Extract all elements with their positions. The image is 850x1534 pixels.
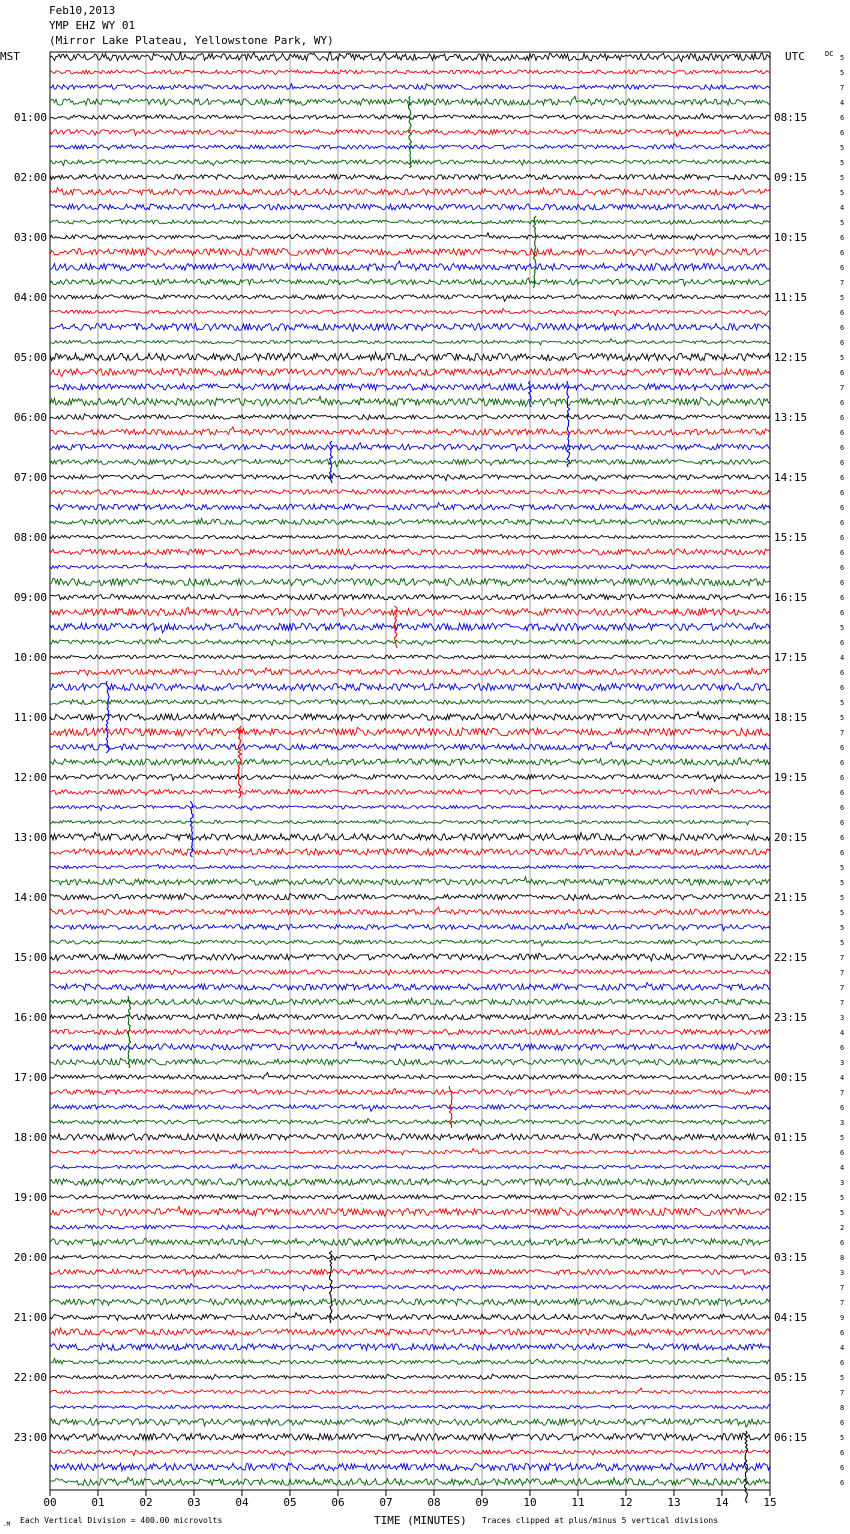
- dc-value: 5: [840, 159, 845, 167]
- trace-row: [50, 70, 770, 75]
- trace-row: [50, 369, 770, 377]
- right-axis-label: UTC: [785, 50, 805, 63]
- right-hour-label: 12:15: [774, 351, 808, 364]
- trace-row: [50, 1388, 770, 1394]
- dc-value: 6: [840, 1479, 845, 1487]
- dc-value: 6: [840, 834, 845, 842]
- footer-right-note: Traces clipped at plus/minus 5 vertical divisions: [482, 1516, 719, 1525]
- dc-value: 5: [840, 219, 845, 227]
- dc-value: 6: [840, 594, 845, 602]
- trace-row: [50, 295, 770, 301]
- trace-row: [50, 503, 770, 510]
- trace-row: [50, 1239, 770, 1246]
- dc-value: 5: [840, 189, 845, 197]
- time-grid: [50, 52, 770, 1496]
- dc-value: 5: [840, 354, 845, 362]
- trace-row: [50, 970, 770, 976]
- dc-value: 7: [840, 984, 845, 992]
- trace-row: [50, 248, 770, 256]
- left-axis-label: MST: [0, 50, 20, 63]
- trace-row: [50, 563, 770, 570]
- trace-row: [50, 1134, 770, 1141]
- trace-row: [50, 1404, 770, 1409]
- trace-row: [50, 188, 770, 196]
- x-tick-label: 11: [571, 1496, 585, 1509]
- trace-row: [50, 1029, 770, 1035]
- trace-row: [50, 534, 770, 539]
- dc-value: 6: [840, 534, 845, 542]
- dc-value: 6: [840, 474, 845, 482]
- dc-value: 6: [840, 1329, 845, 1337]
- trace-row: [50, 998, 770, 1005]
- right-hour-label: 16:15: [774, 591, 808, 604]
- dc-value: 7: [840, 969, 845, 977]
- x-tick-label: 03: [187, 1496, 201, 1509]
- trace-row: [50, 849, 770, 856]
- dc-value: 6: [840, 564, 845, 572]
- dc-value: 6: [840, 324, 845, 332]
- dc-value: 6: [840, 1239, 845, 1247]
- dc-value: 6: [840, 414, 845, 422]
- dc-value: 6: [840, 519, 845, 527]
- trace-row: [50, 1374, 770, 1380]
- dc-value: 7: [840, 279, 845, 287]
- trace-row: [50, 427, 770, 435]
- dc-value: 6: [840, 1149, 845, 1157]
- right-hour-label: 08:15: [774, 111, 808, 124]
- right-hour-label: 10:15: [774, 231, 808, 244]
- dc-value: 7: [840, 729, 845, 737]
- dc-value: 5: [840, 879, 845, 887]
- right-hour-label: 04:15: [774, 1311, 808, 1324]
- x-axis-label: TIME (MINUTES): [374, 1514, 467, 1527]
- trace-row: [50, 1072, 770, 1079]
- trace-row: [50, 607, 770, 616]
- corner-mark: .M: [3, 1521, 11, 1528]
- dc-value: 9: [840, 1314, 845, 1322]
- x-tick-label: 09: [475, 1496, 489, 1509]
- dc-value: 3: [840, 1119, 845, 1127]
- dc-value: 6: [840, 129, 845, 137]
- dc-value: 5: [840, 864, 845, 872]
- left-hour-label: 01:00: [13, 111, 47, 124]
- dc-value: 6: [840, 1104, 845, 1112]
- dc-value: 5: [840, 294, 845, 302]
- trace-row: [50, 655, 770, 659]
- trace-row: [50, 549, 770, 555]
- event-spike: [190, 801, 193, 857]
- dc-value: 6: [840, 1359, 845, 1367]
- left-hour-label: 12:00: [13, 771, 47, 784]
- dc-value: 6: [840, 309, 845, 317]
- trace-row: [50, 1194, 770, 1199]
- left-hour-label: 02:00: [13, 171, 47, 184]
- dc-value: 5: [840, 939, 845, 947]
- dc-value: 5: [840, 144, 845, 152]
- trace-row: [50, 1042, 770, 1051]
- trace-row: [50, 923, 770, 930]
- x-tick-label: 14: [715, 1496, 729, 1509]
- trace-row: [50, 443, 770, 451]
- dc-value: 5: [840, 69, 845, 77]
- left-hour-label: 08:00: [13, 531, 47, 544]
- dc-value: 6: [840, 504, 845, 512]
- dc-value: 4: [840, 1344, 845, 1352]
- left-hour-label: 09:00: [13, 591, 47, 604]
- right-hour-label: 03:15: [774, 1251, 808, 1264]
- dc-value: 4: [840, 204, 845, 212]
- trace-row: [50, 460, 770, 467]
- left-hour-label: 05:00: [13, 351, 47, 364]
- left-hour-label: 03:00: [13, 231, 47, 244]
- event-spike: [533, 216, 536, 288]
- dc-value: 6: [840, 114, 845, 122]
- dc-value: 5: [840, 1374, 845, 1382]
- right-hour-label: 13:15: [774, 411, 808, 424]
- trace-row: [50, 983, 770, 991]
- trace-row: [50, 639, 770, 646]
- dc-value: 5: [840, 624, 845, 632]
- dc-value: 6: [840, 804, 845, 812]
- left-hour-label: 23:00: [13, 1431, 47, 1444]
- trace-row: [50, 278, 770, 286]
- footer-left-note: Each Vertical Division = 400.00 microvolts: [20, 1516, 223, 1525]
- left-hour-label: 14:00: [13, 891, 47, 904]
- trace-row: [50, 174, 770, 179]
- left-hour-label: 21:00: [13, 1311, 47, 1324]
- trace-row: [50, 578, 770, 586]
- dc-value: 6: [840, 549, 845, 557]
- dc-value: 6: [840, 1044, 845, 1052]
- trace-row: [50, 1149, 770, 1155]
- dc-value: 5: [840, 699, 845, 707]
- trace-row: [50, 204, 770, 210]
- trace-row: [50, 233, 770, 240]
- dc-value: 7: [840, 999, 845, 1007]
- dc-value: 6: [840, 489, 845, 497]
- dc-value: 6: [840, 444, 845, 452]
- trace-row: [50, 1254, 770, 1260]
- dc-value: 5: [840, 1434, 845, 1442]
- axis-labels: [0, 50, 844, 1528]
- x-tick-label: 06: [331, 1496, 345, 1509]
- left-hour-label: 17:00: [13, 1071, 47, 1084]
- dc-value: 6: [840, 819, 845, 827]
- dc-value: 5: [840, 1194, 845, 1202]
- trace-row: [50, 728, 770, 737]
- trace-row: [50, 1088, 770, 1095]
- left-hour-label: 13:00: [13, 831, 47, 844]
- trace-row: [50, 384, 770, 390]
- dc-value: 6: [840, 264, 845, 272]
- trace-row: [50, 1299, 770, 1305]
- trace-row: [50, 309, 770, 316]
- dc-value: 8: [840, 1254, 845, 1262]
- right-hour-label: 06:15: [774, 1431, 808, 1444]
- plot-frame: [50, 52, 770, 1490]
- dc-value: 6: [840, 759, 845, 767]
- trace-row: [50, 864, 770, 869]
- trace-row: [50, 1419, 770, 1427]
- right-hour-label: 02:15: [774, 1191, 808, 1204]
- dc-value: 4: [840, 1074, 845, 1082]
- header-station: YMP EHZ WY 01: [49, 19, 136, 32]
- event-spike: [567, 381, 570, 467]
- trace-row: [50, 788, 770, 795]
- dc-value: 3: [840, 1269, 845, 1277]
- dc-value: 6: [840, 249, 845, 257]
- trace-row: [50, 1328, 770, 1335]
- trace-row: [50, 1269, 770, 1276]
- trace-row: [50, 1164, 770, 1169]
- header-date: Feb10,2013: [49, 4, 116, 17]
- dc-column-label: DC: [825, 50, 834, 58]
- trace-row: [50, 414, 770, 420]
- trace-row: [50, 518, 770, 525]
- right-hour-label: 15:15: [774, 531, 808, 544]
- left-hour-label: 22:00: [13, 1371, 47, 1384]
- left-hour-label: 04:00: [13, 291, 47, 304]
- dc-value: 6: [840, 1419, 845, 1427]
- dc-value: 6: [840, 399, 845, 407]
- dc-value: 7: [840, 384, 845, 392]
- dc-value: 5: [840, 1209, 845, 1217]
- trace-row: [50, 893, 770, 900]
- trace-row: [50, 953, 770, 961]
- seismic-events: [106, 96, 747, 1503]
- trace-row: [50, 877, 770, 886]
- trace-row: [50, 96, 770, 105]
- trace-row: [50, 775, 770, 782]
- left-hour-label: 16:00: [13, 1011, 47, 1024]
- dc-value: 7: [840, 1299, 845, 1307]
- dc-value: 6: [840, 234, 845, 242]
- left-hour-label: 11:00: [13, 711, 47, 724]
- dc-value: 5: [840, 54, 845, 62]
- seismic-traces: [50, 52, 770, 1486]
- trace-row: [50, 490, 770, 496]
- right-hour-label: 19:15: [774, 771, 808, 784]
- dc-value: 3: [840, 1014, 845, 1022]
- trace-row: [50, 820, 770, 825]
- dc-value: 4: [840, 99, 845, 107]
- event-spike: [106, 681, 109, 753]
- dc-value: 8: [840, 1404, 845, 1412]
- trace-row: [50, 1105, 770, 1112]
- dc-value: 6: [840, 369, 845, 377]
- dc-value: 6: [840, 579, 845, 587]
- dc-value: 6: [840, 1464, 845, 1472]
- trace-row: [50, 805, 770, 810]
- right-hour-label: 21:15: [774, 891, 808, 904]
- dc-value: 6: [840, 669, 845, 677]
- dc-value: 5: [840, 1134, 845, 1142]
- x-tick-label: 05: [283, 1496, 297, 1509]
- trace-row: [50, 1433, 770, 1440]
- trace-row: [50, 1344, 770, 1351]
- right-hour-label: 22:15: [774, 951, 808, 964]
- x-tick-label: 00: [43, 1496, 57, 1509]
- x-tick-label: 07: [379, 1496, 393, 1509]
- trace-row: [50, 84, 770, 90]
- x-tick-label: 10: [523, 1496, 537, 1509]
- dc-value: 4: [840, 654, 845, 662]
- trace-row: [50, 684, 770, 691]
- right-hour-label: 14:15: [774, 471, 808, 484]
- dc-value: 7: [840, 1284, 845, 1292]
- right-hour-label: 18:15: [774, 711, 808, 724]
- dc-value: 7: [840, 954, 845, 962]
- trace-row: [50, 699, 770, 704]
- x-tick-label: 12: [619, 1496, 633, 1509]
- trace-row: [50, 832, 770, 840]
- trace-row: [50, 1206, 770, 1216]
- trace-row: [50, 339, 770, 345]
- trace-row: [50, 623, 770, 632]
- left-hour-label: 18:00: [13, 1131, 47, 1144]
- right-hour-label: 11:15: [774, 291, 808, 304]
- trace-row: [50, 1225, 770, 1230]
- dc-value: 3: [840, 1179, 845, 1187]
- dc-value: 6: [840, 609, 845, 617]
- header-location: (Mirror Lake Plateau, Yellowstone Park, WY): [49, 34, 334, 47]
- right-hour-label: 20:15: [774, 831, 808, 844]
- trace-row: [50, 594, 770, 600]
- trace-row: [50, 1119, 770, 1126]
- dc-value: 5: [840, 714, 845, 722]
- dc-value: 6: [840, 429, 845, 437]
- dc-value: 5: [840, 909, 845, 917]
- trace-row: [50, 940, 770, 946]
- dc-value: 6: [840, 639, 845, 647]
- dc-value: 7: [840, 1389, 845, 1397]
- right-hour-label: 17:15: [774, 651, 808, 664]
- dc-value: 6: [840, 459, 845, 467]
- right-hour-label: 01:15: [774, 1131, 808, 1144]
- x-tick-label: 13: [667, 1496, 681, 1509]
- x-tick-label: 01: [91, 1496, 105, 1509]
- x-tick-label: 02: [139, 1496, 153, 1509]
- x-tick-label: 08: [427, 1496, 441, 1509]
- trace-row: [50, 742, 770, 750]
- left-hour-label: 06:00: [13, 411, 47, 424]
- dc-value: 4: [840, 1164, 845, 1172]
- right-hour-label: 09:15: [774, 171, 808, 184]
- trace-row: [50, 712, 770, 721]
- dc-value: 6: [840, 684, 845, 692]
- right-hour-label: 23:15: [774, 1011, 808, 1024]
- left-hour-label: 15:00: [13, 951, 47, 964]
- dc-value: 6: [840, 339, 845, 347]
- trace-row: [50, 352, 770, 360]
- dc-value: 7: [840, 1089, 845, 1097]
- x-tick-label: 04: [235, 1496, 249, 1509]
- dc-value: 5: [840, 924, 845, 932]
- event-spike: [529, 381, 532, 407]
- trace-row: [50, 907, 770, 915]
- dc-value: 6: [840, 1449, 845, 1457]
- dc-value: 6: [840, 849, 845, 857]
- left-hour-label: 10:00: [13, 651, 47, 664]
- trace-row: [50, 474, 770, 481]
- right-hour-label: 00:15: [774, 1071, 808, 1084]
- trace-row: [50, 52, 770, 62]
- trace-row: [50, 261, 770, 270]
- trace-row: [50, 1463, 770, 1470]
- dc-value: 6: [840, 774, 845, 782]
- trace-row: [50, 323, 770, 331]
- left-hour-label: 20:00: [13, 1251, 47, 1264]
- trace-row: [50, 1313, 770, 1321]
- dc-value: 2: [840, 1224, 845, 1232]
- right-hour-label: 05:15: [774, 1371, 808, 1384]
- trace-row: [50, 1014, 770, 1020]
- trace-row: [50, 1284, 770, 1291]
- trace-row: [50, 1179, 770, 1186]
- left-hour-label: 07:00: [13, 471, 47, 484]
- dc-value: 5: [840, 174, 845, 182]
- dc-value: 3: [840, 1059, 845, 1067]
- dc-value: 6: [840, 789, 845, 797]
- trace-row: [50, 396, 770, 406]
- trace-row: [50, 1450, 770, 1455]
- trace-row: [50, 1477, 770, 1485]
- x-tick-label: 15: [763, 1496, 777, 1509]
- dc-value: 4: [840, 1029, 845, 1037]
- trace-row: [50, 219, 770, 224]
- trace-row: [50, 1358, 770, 1365]
- trace-row: [50, 1058, 770, 1065]
- dc-value: 7: [840, 84, 845, 92]
- dc-value: 5: [840, 894, 845, 902]
- dc-value: 6: [840, 744, 845, 752]
- trace-row: [50, 758, 770, 765]
- trace-row: [50, 668, 770, 676]
- left-hour-label: 19:00: [13, 1191, 47, 1204]
